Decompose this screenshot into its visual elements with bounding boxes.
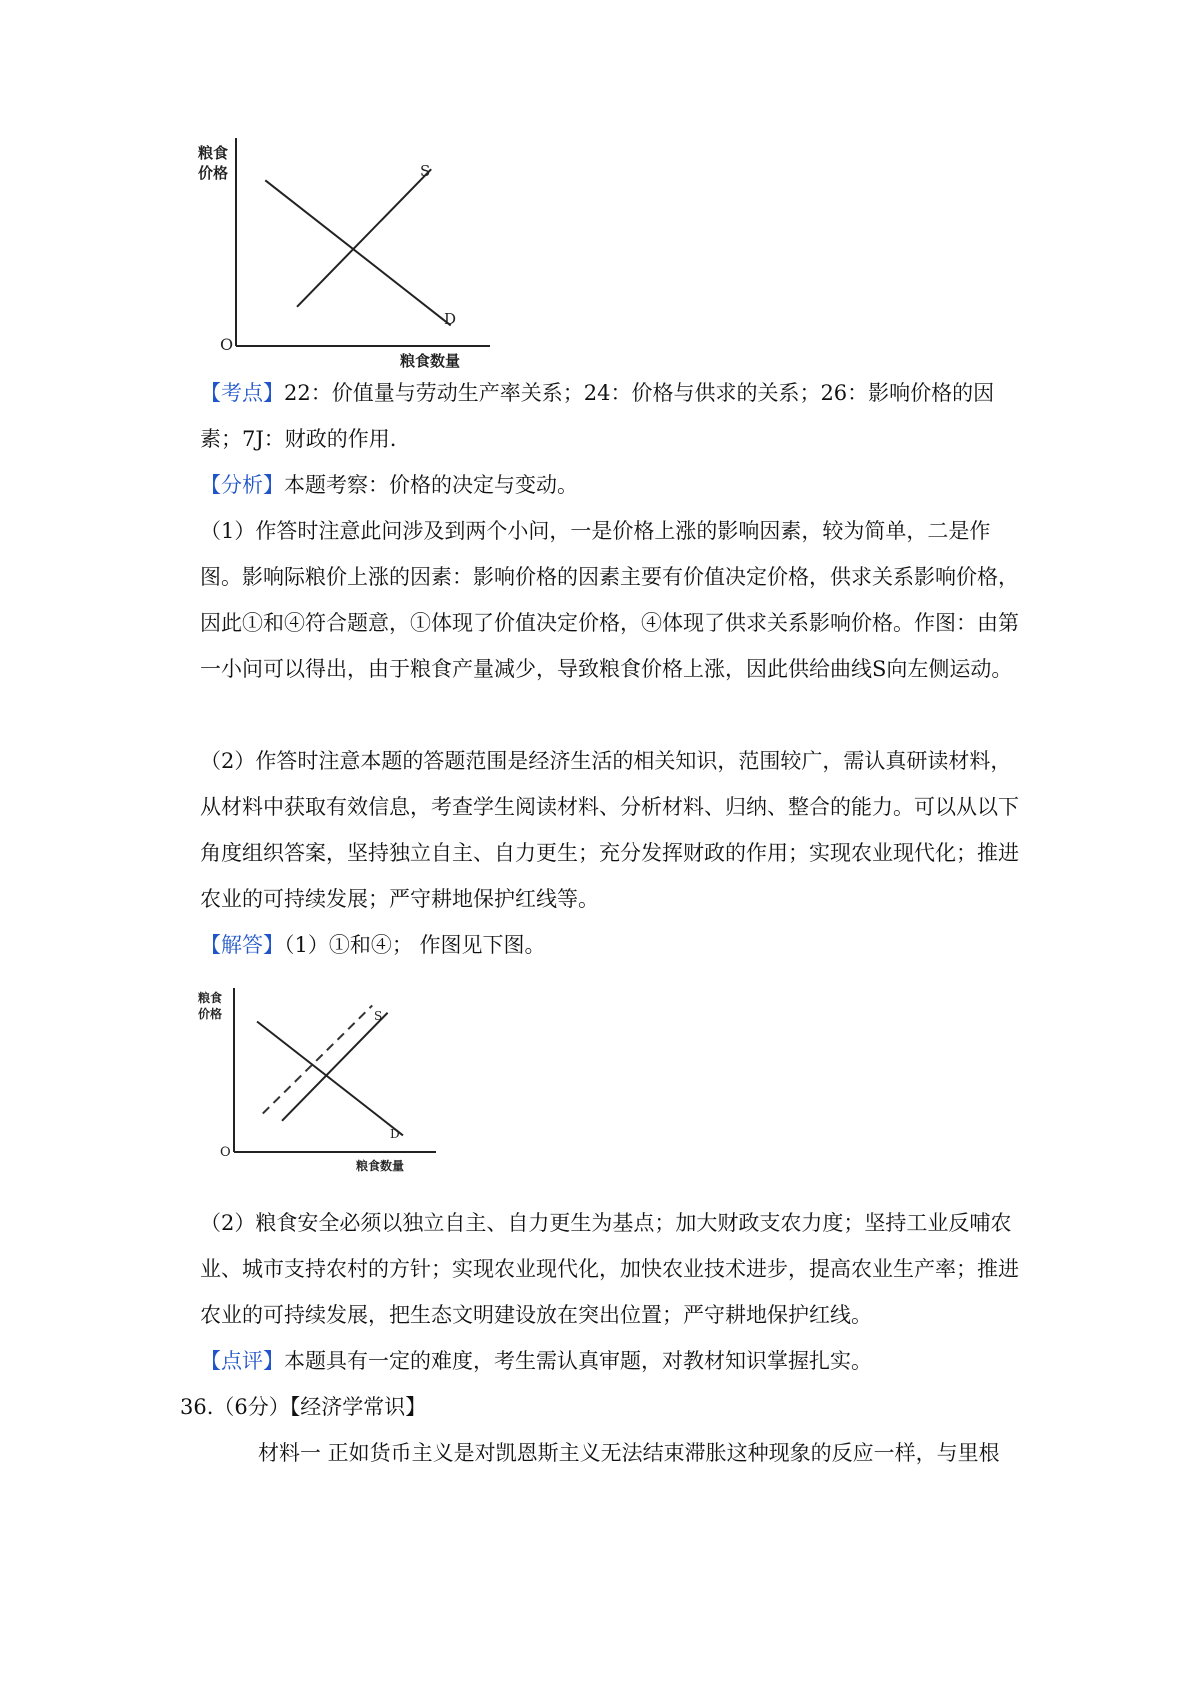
y-axis-label-line2: 价格 <box>198 164 229 182</box>
kaodian-tag: 【考点】 <box>200 381 284 405</box>
d-label: D <box>444 310 457 328</box>
dianping-paragraph <box>200 1338 1030 1384</box>
supply-demand-graph-svg <box>190 128 520 380</box>
shifted-supply-graph <box>196 980 460 1180</box>
question-36-material: 材料一 正如货币主义是对凯恩斯主义无法结束滞胀这种现象的反应一样，与里根 <box>258 1441 1000 1465</box>
dianping-text: 本题具有一定的难度，考生需认真审题，对教材知识掌握扎实。 <box>284 1349 872 1373</box>
x-axis-label: 粮食数量 <box>356 1159 405 1173</box>
x-axis-label: 粮食数量 <box>400 352 461 370</box>
question-36-heading: 36.（6分）【经济学常识】 <box>180 1395 427 1419</box>
fenxi-text: 本题考察：价格的决定与变动。 <box>284 473 578 497</box>
shifted-supply-curve <box>263 1005 372 1113</box>
shifted-supply-graph-svg <box>196 980 460 1180</box>
d-label: D <box>390 1127 400 1141</box>
y-axis-label-line1: 粮食 <box>198 144 229 162</box>
fenxi-point-1: （1）作答时注意此问涉及到两个小问，一是价格上涨的影响因素，较为简单，二是作图。影响际粮价上涨的因素：影响价格的因素主要有价值决定价格，供求关系影响价格，因此①和④符合题意，①体现了价值决定价格，④体现了供求关系影响价格。作图：由第一小问可以得出，由于粮食产量减少，导致粮食价格上涨，因此供给曲线S向左侧运动。 <box>200 519 1019 681</box>
s-label: S <box>420 162 431 180</box>
supply-curve-s <box>297 169 431 307</box>
jieda-tag: 【解答】 <box>200 933 284 957</box>
kaodian-paragraph <box>200 370 1030 462</box>
y-axis-label-line1: 粮食 <box>198 991 223 1005</box>
jieda-text: （1）①和④； 作图见下图。 <box>284 933 546 957</box>
dianping-tag: 【点评】 <box>200 1349 284 1373</box>
origin-label: O <box>220 335 234 354</box>
demand-curve-d <box>265 180 450 325</box>
y-axis-label-line2: 价格 <box>198 1007 223 1021</box>
jieda-point-2: （2）粮食安全必须以独立自主、自力更生为基点；加大财政支农力度；坚持工业反哺农业、城市支持农村的方针；实现农业现代化，加快农业技术进步，提高农业生产率；推进农业的可持续发展，把生态文明建设放在突出位置；严守耕地保护红线。 <box>200 1211 1019 1327</box>
kaodian-text: 22：价值量与劳动生产率关系；24：价格与供求的关系；26：影响价格的因素；7J：财政的作用. <box>200 381 995 451</box>
origin-label: O <box>220 1145 231 1160</box>
demand-curve-d <box>257 1022 403 1136</box>
fenxi-paragraph <box>200 462 1030 508</box>
fenxi-tag: 【分析】 <box>200 473 284 497</box>
supply-curve-s <box>282 1013 388 1121</box>
supply-demand-graph <box>190 128 520 380</box>
s-label: S <box>374 1009 383 1023</box>
fenxi-point-2: （2）作答时注意本题的答题范围是经济生活的相关知识，范围较广，需认真研读材料，从材料中获取有效信息，考查学生阅读材料、分析材料、归纳、整合的能力。可以从以下角度组织答案，坚持独立自主、自力更生；充分发挥财政的作用；实现农业现代化；推进农业的可持续发展；严守耕地保护红线等。 <box>200 749 1019 911</box>
jieda-paragraph <box>200 922 1030 968</box>
